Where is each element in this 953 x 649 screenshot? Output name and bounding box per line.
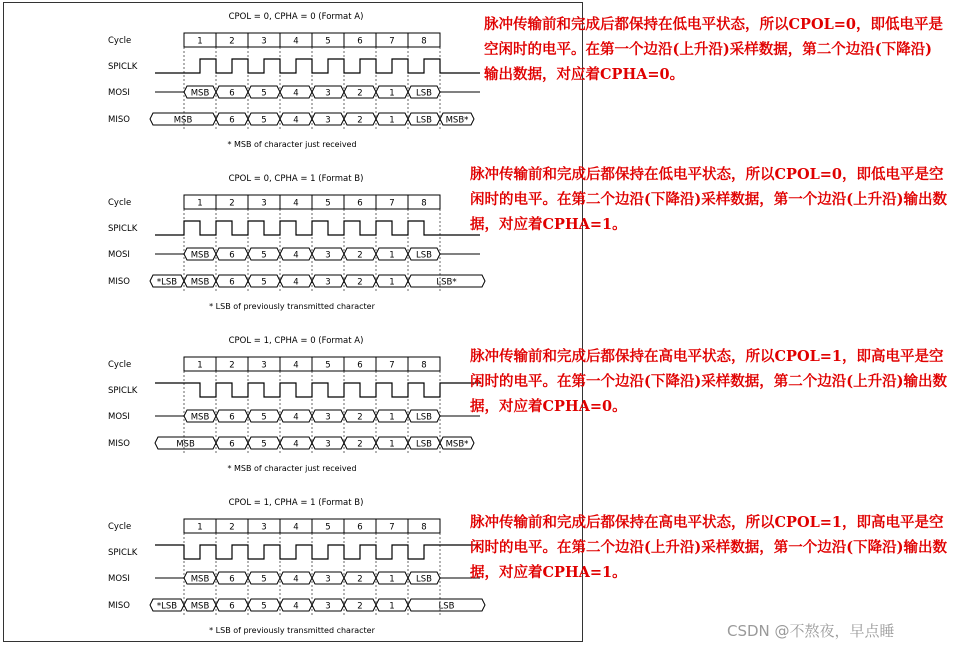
panel-title: CPOL = 0, CPHA = 1 (Format B) <box>228 174 364 184</box>
mosi-bit-label: 6 <box>229 88 235 99</box>
mosi-bit-label: 6 <box>229 250 235 261</box>
mosi-bit-label: MSB <box>190 88 210 99</box>
cycle-number: 5 <box>325 36 331 47</box>
mosi-bit-label: 5 <box>261 88 267 99</box>
cycle-number: 6 <box>357 522 363 533</box>
miso-bit-label: 3 <box>325 115 331 126</box>
spiclk-waveform <box>155 383 480 397</box>
mosi-bit-label: 4 <box>293 250 299 261</box>
row-label-cycle: Cycle <box>108 522 132 532</box>
mosi-bit-label: 3 <box>325 88 331 99</box>
mosi-bit-label: 2 <box>357 88 363 99</box>
cycle-number: 1 <box>197 522 203 533</box>
miso-bit-label: LSB <box>416 439 432 450</box>
miso-bit-label: 4 <box>293 601 299 612</box>
cycle-number: 2 <box>229 36 235 47</box>
spiclk-waveform <box>155 59 480 73</box>
mosi-bit-label: 2 <box>357 250 363 261</box>
mosi-bit-label: 2 <box>357 574 363 585</box>
cycle-number: 6 <box>357 36 363 47</box>
panel-footnote: * LSB of previously transmitted character <box>209 626 375 635</box>
miso-bit-label: LSB <box>438 601 455 612</box>
cycle-number: 3 <box>261 360 267 371</box>
miso-bit-label: 6 <box>229 115 235 126</box>
note-format-b-cpol1: 脉冲传输前和完成后都保持在高电平状态，所以CPOL=1，即高电平是空闲时的电平。在第二个边沿(上升沿)采样数据，第一个边沿(下降沿)输出数据，对应着CPHA=1。 <box>470 514 947 581</box>
miso-bit-label: 5 <box>261 601 267 612</box>
spiclk-waveform <box>155 221 480 235</box>
cycle-number: 4 <box>293 198 299 209</box>
cycle-number: 2 <box>229 360 235 371</box>
miso-bit-label: 1 <box>389 115 395 126</box>
miso-bit-label: *LSB <box>156 277 178 288</box>
timing-panel-2 <box>108 174 485 311</box>
cycle-number: 4 <box>293 360 299 371</box>
row-label-mosi: MOSI <box>108 250 130 260</box>
miso-bit-label: 3 <box>325 277 331 288</box>
cycle-number: 1 <box>197 198 203 209</box>
miso-bit-label: MSB <box>176 439 195 450</box>
note-format-a-cpol0: 脉冲传输前和完成后都保持在低电平状态，所以CPOL=0，即低电平是空闲时的电平。在第一个边沿(上升沿)采样数据，第二个边沿(下降沿)输出数据，对应着CPHA=0。 <box>484 16 944 83</box>
cycle-number: 5 <box>325 198 331 209</box>
cycle-number: 3 <box>261 198 267 209</box>
mosi-bit-label: MSB <box>190 574 210 585</box>
row-label-miso: MISO <box>108 277 130 287</box>
timing-panel-1 <box>108 12 480 149</box>
panel-title: CPOL = 0, CPHA = 0 (Format A) <box>228 12 364 22</box>
cycle-number: 6 <box>357 360 363 371</box>
panel-title: CPOL = 1, CPHA = 1 (Format B) <box>228 498 364 508</box>
cycle-number: 4 <box>293 36 299 47</box>
miso-bit-label: LSB* <box>436 277 457 288</box>
row-label-miso: MISO <box>108 439 130 449</box>
panel-title: CPOL = 1, CPHA = 0 (Format A) <box>228 336 364 346</box>
cycle-number: 7 <box>389 198 395 209</box>
miso-bit-label: MSB <box>173 115 193 126</box>
miso-bit-label: MSB* <box>445 439 469 450</box>
miso-bit-label: MSB <box>190 601 210 612</box>
mosi-bit-label: 2 <box>357 412 363 423</box>
mosi-bit-label: LSB <box>416 88 432 99</box>
mosi-bit-label: 5 <box>261 574 267 585</box>
miso-bit-label: 1 <box>389 277 395 288</box>
miso-bit-label: LSB <box>416 115 432 126</box>
miso-bit-label: 5 <box>261 115 267 126</box>
mosi-bit-label: 1 <box>389 250 395 261</box>
miso-bit-label: 6 <box>229 277 235 288</box>
row-label-cycle: Cycle <box>108 36 132 46</box>
miso-bit-label: *LSB <box>156 601 178 612</box>
mosi-bit-label: LSB <box>416 250 432 261</box>
cycle-number: 3 <box>261 522 267 533</box>
cycle-number: 4 <box>293 522 299 533</box>
row-label-mosi: MOSI <box>108 88 130 98</box>
row-label-spiclk: SPICLK <box>108 224 138 234</box>
miso-bit-label: 2 <box>357 277 363 288</box>
miso-bit-label: 1 <box>389 601 395 612</box>
mosi-bit-label: 4 <box>293 88 299 99</box>
cycle-number: 8 <box>421 36 427 47</box>
timing-panel-4 <box>108 498 485 635</box>
miso-bit-label: 2 <box>357 439 363 450</box>
watermark: CSDN @不熬夜，早点睡 <box>727 622 895 640</box>
mosi-bit-label: 6 <box>229 574 235 585</box>
cycle-number: 1 <box>197 36 203 47</box>
mosi-bit-label: 5 <box>261 412 267 423</box>
cycle-number: 8 <box>421 198 427 209</box>
note-format-a-cpol1: 脉冲传输前和完成后都保持在高电平状态，所以CPOL=1，即高电平是空闲时的电平。在第一个边沿(下降沿)采样数据，第二个边沿(上升沿)输出数据，对应着CPHA=0。 <box>470 348 947 415</box>
panel-footnote: * MSB of character just received <box>227 140 357 149</box>
cycle-number: 7 <box>389 36 395 47</box>
mosi-bit-label: 3 <box>325 574 331 585</box>
row-label-spiclk: SPICLK <box>108 386 138 396</box>
row-label-spiclk: SPICLK <box>108 62 138 72</box>
spiclk-waveform <box>155 545 480 559</box>
cycle-number: 3 <box>261 36 267 47</box>
cycle-number: 7 <box>389 360 395 371</box>
cycle-number: 6 <box>357 198 363 209</box>
mosi-bit-label: 3 <box>325 250 331 261</box>
row-label-mosi: MOSI <box>108 412 130 422</box>
cycle-number: 7 <box>389 522 395 533</box>
note-format-b-cpol0: 脉冲传输前和完成后都保持在低电平状态，所以CPOL=0，即低电平是空闲时的电平。在第二个边沿(下降沿)采样数据，第一个边沿(上升沿)输出数据，对应着CPHA=1。 <box>470 166 947 233</box>
row-label-mosi: MOSI <box>108 574 130 584</box>
mosi-bit-label: 4 <box>293 574 299 585</box>
mosi-bit-label: MSB <box>190 412 210 423</box>
cycle-number: 8 <box>421 360 427 371</box>
mosi-bit-label: 1 <box>389 412 395 423</box>
mosi-bit-label: 3 <box>325 412 331 423</box>
mosi-bit-label: MSB <box>190 250 210 261</box>
mosi-bit-label: LSB <box>416 574 432 585</box>
miso-bit-label: 3 <box>325 439 331 450</box>
miso-bit-label: 5 <box>261 277 267 288</box>
cycle-number: 2 <box>229 522 235 533</box>
miso-bit-label: 4 <box>293 277 299 288</box>
miso-bit-label: 3 <box>325 601 331 612</box>
row-label-miso: MISO <box>108 601 130 611</box>
row-label-cycle: Cycle <box>108 198 132 208</box>
miso-bit-label: MSB* <box>445 115 469 126</box>
miso-bit-label: 2 <box>357 601 363 612</box>
mosi-bit-label: 4 <box>293 412 299 423</box>
miso-bit-label: 4 <box>293 439 299 450</box>
cycle-number: 2 <box>229 198 235 209</box>
mosi-bit-label: 6 <box>229 412 235 423</box>
miso-bit-label: MSB <box>190 277 210 288</box>
miso-bit-label: 2 <box>357 115 363 126</box>
timing-panel-3 <box>108 336 480 473</box>
panel-footnote: * MSB of character just received <box>227 464 357 473</box>
mosi-bit-label: 1 <box>389 88 395 99</box>
row-label-cycle: Cycle <box>108 360 132 370</box>
cycle-number: 1 <box>197 360 203 371</box>
cycle-number: 5 <box>325 522 331 533</box>
panel-footnote: * LSB of previously transmitted character <box>209 302 375 311</box>
cycle-number: 5 <box>325 360 331 371</box>
miso-bit-label: 1 <box>389 439 395 450</box>
mosi-bit-label: LSB <box>416 412 432 423</box>
miso-bit-label: 4 <box>293 115 299 126</box>
cycle-number: 8 <box>421 522 427 533</box>
miso-bit-label: 6 <box>229 439 235 450</box>
row-label-spiclk: SPICLK <box>108 548 138 558</box>
mosi-bit-label: 5 <box>261 250 267 261</box>
miso-bit-label: 5 <box>261 439 267 450</box>
row-label-miso: MISO <box>108 115 130 125</box>
mosi-bit-label: 1 <box>389 574 395 585</box>
miso-bit-label: 6 <box>229 601 235 612</box>
